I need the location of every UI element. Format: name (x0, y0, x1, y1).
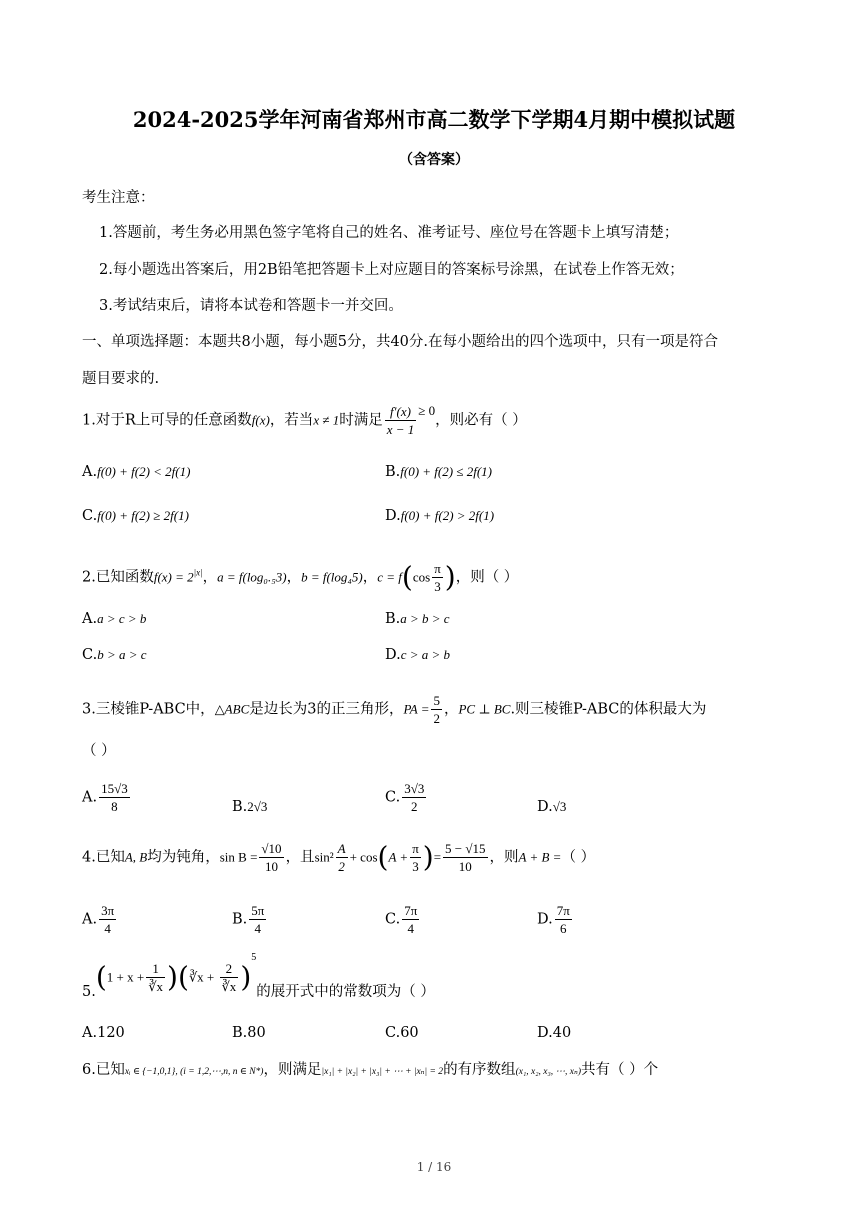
question-5 (82, 951, 435, 1000)
q4-rhs-num: 5 − √15 (445, 841, 486, 856)
q5-opt-c-expr: 60 (400, 1025, 419, 1041)
notice-item-2: 2.每小题选出答案后，用2B铅笔把答题卡上对应题目的答案标号涂黑，在试卷上作答无效； (99, 262, 684, 278)
q2-cos: cos (412, 569, 431, 585)
q5-opt-a-label: A. (82, 1025, 98, 1041)
q2-fdef: f(x) = 2 (153, 569, 194, 585)
q5-option-a (82, 1025, 125, 1041)
q2-pre: 2.已知函数 (82, 569, 154, 586)
page-number: 1 / 16 (416, 1160, 452, 1174)
q5-two: 2 (225, 961, 233, 976)
q3-option-a (82, 780, 132, 815)
notice-item-3: 3.考试结束后，请将本试卷和答题卡一并交回。 (99, 298, 403, 314)
q2-close-paren: ) (444, 560, 456, 594)
q1-pre: 1.对于R上可导的任意函数 (82, 412, 252, 429)
q1-den: x − 1 (386, 422, 415, 437)
q1-cond: x ≠ 1 (313, 412, 340, 428)
q5-open-paren-1: ( (95, 960, 107, 994)
notice-heading: 考生注意： (82, 190, 155, 206)
q3-opt-b-label: B. (232, 799, 248, 815)
q4-three: 3 (410, 857, 421, 875)
q2-option-a (82, 611, 146, 627)
question-1 (82, 403, 527, 438)
q3-opt-b-expr: 2√3 (247, 799, 268, 814)
q3-opt-c-den: 2 (402, 797, 426, 815)
q1-fraction (385, 403, 417, 438)
q1-opt-d-expr: f(0) + f(2) > 2f(1) (400, 508, 495, 523)
q3-opt-d-label: D. (537, 799, 553, 815)
q6-pre: 6.已知 (82, 1062, 125, 1078)
q3-perp: PC ⊥ BC (458, 701, 511, 717)
q4-opt-d-frac (555, 902, 572, 937)
q5-plus: + (203, 969, 218, 985)
q4-opt-d-den: 6 (555, 919, 572, 937)
q2-opt-a-expr: a > c > b (97, 611, 147, 626)
q4-opt-a-label: A. (82, 911, 98, 928)
q6-tuple: (x₁, x₂, x₃, ⋯, xₙ) (515, 1067, 582, 1077)
q6-mid: ，则满足 (263, 1062, 322, 1078)
page-subtitle: （含答案） (399, 152, 469, 168)
q3-option-d (537, 799, 566, 815)
q3-option-c (385, 780, 428, 815)
q2-pi-over-3 (432, 560, 443, 595)
q5-post: 的展开式中的常数项为（ ） (256, 983, 435, 1000)
q5-frac-1 (146, 960, 165, 995)
q5-close-paren-1: ) (167, 960, 178, 994)
q3-two: 2 (433, 711, 440, 726)
q2-a: a = f(log₀.₅3) (217, 569, 287, 585)
q4-a-plus: A + (388, 849, 409, 865)
q2-opt-b-label: B. (385, 611, 401, 627)
q1-mid: ，若当 (269, 412, 314, 429)
q2-option-c (82, 647, 147, 663)
question-6 (82, 1058, 658, 1079)
q4-opt-a-den: 4 (99, 919, 116, 937)
q1-opt-c-expr: f(0) + f(2) ≥ 2f(1) (97, 508, 189, 523)
q2-open-paren: ( (401, 560, 413, 594)
q3-five-halves (431, 692, 442, 727)
q3-post: .则三棱锥P-ABC的体积最大为 (510, 701, 707, 718)
q2-c: c = f (377, 569, 402, 585)
q1-option-c (82, 508, 189, 524)
q4-a-num: A (337, 841, 346, 856)
page-title: 2024-2025学年河南省郑州市高二数学下学期4月期中模拟试题 (132, 107, 736, 132)
q1-opt-d-label: D. (385, 508, 401, 524)
q4-sinb: sin B = (219, 849, 258, 865)
q1-option-d (385, 508, 494, 524)
q2-opt-a-label: A. (82, 611, 98, 627)
q3-opt-a-frac (99, 780, 130, 815)
q4-option-d (537, 902, 574, 937)
q4-option-b (232, 902, 268, 937)
q4-opt-b-label: B. (232, 911, 248, 928)
q4-pi: π (412, 841, 419, 856)
q4-option-c (385, 902, 421, 937)
q4-sqrt10-frac (259, 840, 283, 875)
q5-open-paren-2: ( (177, 960, 189, 994)
q2-pi: π (434, 561, 441, 576)
q5-option-d (537, 1025, 571, 1041)
q5-cbrtx-1: ∛x (148, 979, 163, 994)
q2-opt-c-expr: b > a > c (97, 647, 147, 662)
q5-pow: 5 (251, 951, 257, 963)
q4-opt-c-label: C. (385, 911, 401, 928)
q3-option-b (232, 799, 267, 815)
q6-mid2: 的有序数组 (443, 1062, 516, 1078)
q1-opt-b-label: B. (385, 464, 401, 480)
q4-a-den: 2 (336, 857, 348, 875)
q4-opt-c-num: 7π (404, 903, 418, 918)
q4-opt-d-label: D. (537, 911, 553, 928)
q4-post2: （ ） (561, 849, 596, 866)
q1-mid2: 时满足 (339, 412, 383, 429)
q3-mid: 是边长为3的正三角形， (249, 701, 404, 718)
q3-line2: （ ） (82, 743, 116, 759)
q3-opt-a-num: 15√3 (101, 781, 128, 796)
q4-opt-a-num: 3π (101, 903, 115, 918)
q4-post: ，则 (489, 849, 519, 866)
q4-ab: A, B (124, 849, 148, 865)
q1-ge: ≥ 0 (418, 402, 436, 418)
q4-open-paren: ( (377, 840, 389, 874)
q5-opt-d-label: D. (537, 1025, 553, 1041)
q4-apb: A + B = (518, 849, 562, 865)
q1-opt-a-label: A. (82, 464, 98, 480)
q5-opt-c-label: C. (385, 1025, 401, 1041)
q2-b: b = f(log₄5) (301, 569, 363, 585)
q2-opt-d-expr: c > a > b (400, 647, 451, 662)
q2-opt-c-label: C. (82, 647, 98, 663)
q3-opt-c-label: C. (385, 789, 401, 806)
q3-tri: △ABC (214, 701, 250, 717)
q5-option-b (232, 1025, 266, 1041)
q5-close-paren-2: ) (240, 960, 252, 994)
q3-opt-a-den: 8 (99, 797, 130, 815)
question-3: 3.三棱锥P-ABC中，△ABC是边长为3的正三角形，PA = $\frac{5}{2}$ ，PC ⊥ BC.则三棱锥P-ABC的体积最大为 (82, 693, 707, 726)
q2-option-b (385, 611, 450, 627)
q5-cbrtx-2: ∛x (188, 969, 204, 985)
q4-sin2: sin² (314, 849, 334, 865)
notice-item-1: 1.答题前，考生务必用黑色签字笔将自己的姓名、准考证号、座位号在答题卡上填写清楚； (99, 225, 679, 241)
q4-rhs-frac (443, 840, 487, 875)
q4-pre: 4.已知 (82, 849, 125, 866)
q5-option-c (385, 1025, 419, 1041)
q5-lead: 1 + x + (106, 969, 145, 985)
question-2: 2.已知函数$f(x) = 2^{|x|}$，a = f(log₀.₅3)，b = f(log₄5)，c = f(cos $\frac{\pi}{3}$ )，则（ ） (82, 560, 519, 594)
q1-opt-c-label: C. (82, 508, 98, 524)
q4-rhs-den: 10 (443, 857, 487, 875)
q4-close-paren: ) (422, 840, 434, 874)
q2-post: ，则（ ） (455, 569, 519, 586)
q2-three: 3 (432, 577, 443, 595)
q4-pi-over-3 (410, 840, 421, 875)
q1-option-b (385, 464, 492, 480)
q2-opt-b-expr: a > b > c (400, 611, 450, 626)
q4-and: ，且 (285, 849, 315, 866)
q1-opt-a-expr: f(0) + f(2) < 2f(1) (97, 464, 191, 479)
q3-five: 5 (433, 693, 440, 708)
q4-opt-b-den: 4 (249, 919, 266, 937)
q4-ten: 10 (259, 857, 283, 875)
q4-opt-b-frac (249, 902, 266, 937)
q5-opt-d-expr: 40 (552, 1025, 572, 1041)
q3-opt-a-label: A. (82, 789, 98, 806)
q4-plus-cos: + cos (349, 849, 378, 865)
q1-opt-b-expr: f(0) + f(2) ≤ 2f(1) (400, 464, 492, 479)
q4-opt-d-num: 7π (556, 903, 570, 918)
q5-opt-a-expr: 120 (97, 1025, 125, 1041)
q5-frac-2 (220, 960, 239, 995)
q4-option-a (82, 902, 118, 937)
q3-opt-c-frac (402, 780, 426, 815)
q2-fexp: |x| (193, 567, 203, 578)
q4-opt-c-frac (402, 902, 419, 937)
q5-opt-b-expr: 80 (247, 1025, 266, 1041)
q5-opt-b-label: B. (232, 1025, 248, 1041)
q4-eq: = (433, 849, 442, 865)
q3-opt-c-num: 3√3 (404, 781, 425, 796)
q3-opt-d-expr: √3 (552, 799, 567, 814)
q6-cond: |x₁| + |x₂| + |x₃| + ⋯ + |xₙ| = 2 (321, 1067, 444, 1077)
q5-one: 1 (152, 961, 159, 976)
q6-set: xᵢ ∈ {−1,0,1}, (i = 1,2,⋯,n, n ∈ N*) (124, 1067, 264, 1077)
q1-num: f′(x) (390, 404, 411, 419)
q2-opt-d-label: D. (385, 647, 401, 663)
q4-opt-c-den: 4 (402, 919, 419, 937)
q1-fx: f(x) (251, 412, 270, 428)
q5-cbrtx-3: ∛x (221, 979, 237, 994)
q4-opt-a-frac (99, 902, 116, 937)
q5-num: 5. (82, 983, 96, 1000)
question-4 (82, 840, 595, 875)
q3-pa: PA = (403, 701, 430, 717)
q1-post: ，则必有（ ） (435, 412, 527, 429)
q4-sqrt10: √10 (261, 841, 282, 856)
q6-post: 共有（ ）个 (581, 1062, 659, 1078)
q3-pre: 3.三棱锥P-ABC中， (82, 701, 215, 718)
section-heading-line2: 题目要求的. (82, 371, 160, 387)
q4-a-half (336, 840, 348, 875)
q1-option-a (82, 464, 190, 480)
section-heading-line1: 一、单项选择题：本题共8小题，每小题5分，共40分.在每小题给出的四个选项中，只有一项是符合 (82, 334, 719, 350)
q4-mid: 均为钝角， (147, 849, 220, 866)
q4-opt-b-num: 5π (251, 903, 265, 918)
q2-option-d (385, 647, 450, 663)
